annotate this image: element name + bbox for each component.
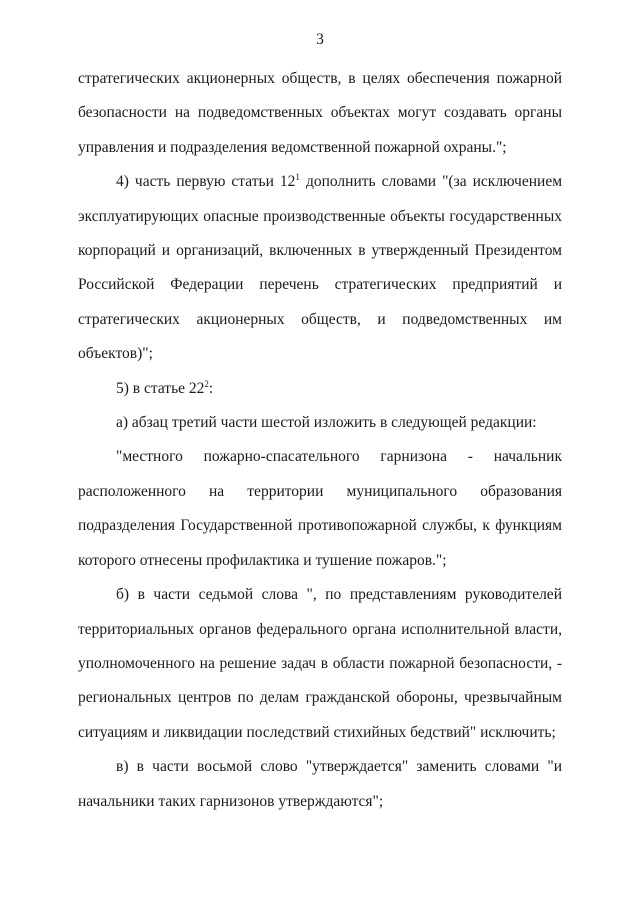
item-5-text-start: 5) в статье 22 [116,379,205,397]
paragraph-subitem-b: б) в части седьмой слова ", по представлениям руководителей территориальных органов федерального органа исполнительной власти, уполномоченного на решение задач в области пожарной безопасности, - региональных центров по делам гражданской обороны, чрезвычайным ситуациям и ликвидации последствий стихийных бедствий" исключить; [78,586,562,741]
page-number: 3 [316,31,324,48]
item-4-text-end: дополнить словами "(за исключением эксплуатирующих опасные производственные объекты государственных корпораций и организаций, включенных в утвержденный Президентом Российской Федерации перечень стратегических предприятий и стратегических акционерных обществ, и подведомственных им объектов)"; [78,173,563,363]
article-superscript: 2 [204,378,209,389]
paragraph-subitem-c: в) в части восьмой слово "утверждается" заменить словами "и начальники таких гарнизонов утверждаются"; [78,758,562,810]
document-body [78,62,562,819]
paragraph-item-4 [78,165,562,371]
paragraph-quoted-text: "местного пожарно-спасательного гарнизона - начальник расположенного на территории муниципального образования подразделения Государственной противопожарной службы, к функциям которого отнесены профилактика и тушение пожаров."; [78,448,562,569]
paragraph-continuation: стратегических акционерных обществ, в целях обеспечения пожарной безопасности на подведомственных объектах могут создавать органы управления и подразделения ведомственной пожарной охраны."; [78,70,562,156]
item-4-text-start: 4) часть первую статьи 12 [116,173,296,191]
article-superscript: 1 [295,172,300,183]
paragraph-item-5 [78,372,562,406]
paragraph-subitem-a: а) абзац третий части шестой изложить в следующей редакции: [116,414,537,432]
item-5-text-end: : [208,379,214,397]
